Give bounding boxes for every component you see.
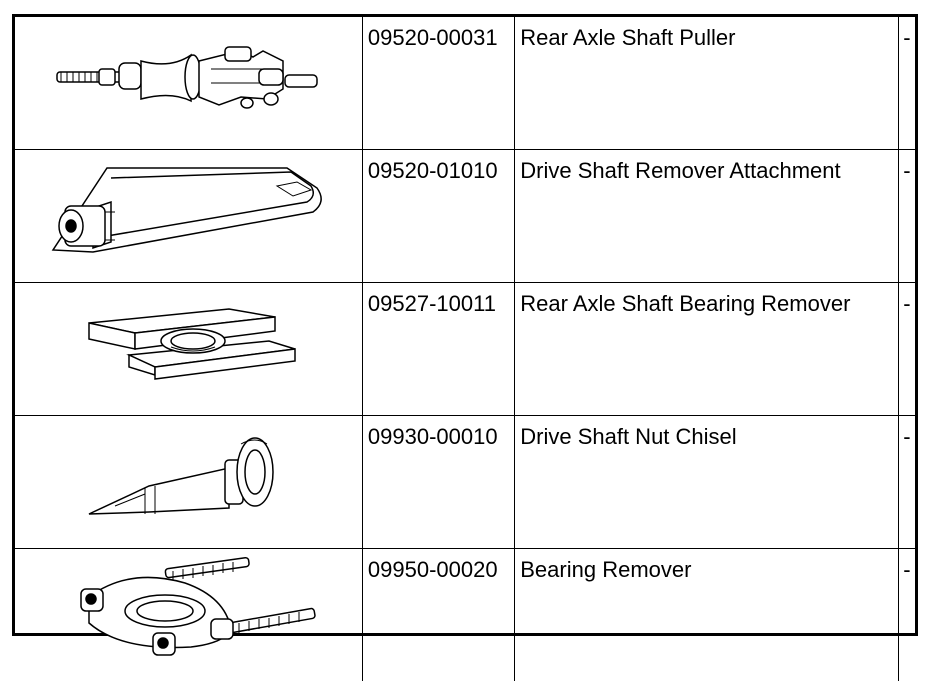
tool-illustration-cell: [15, 416, 362, 549]
table-row: [15, 416, 915, 549]
table-row: [15, 17, 915, 150]
tool-name-cell: Bearing Remover: [515, 549, 899, 681]
part-number-cell: 09930-00010: [362, 416, 514, 549]
part-number-cell: 09950-00020: [362, 549, 514, 681]
rear-axle-shaft-puller-illustration: [15, 17, 357, 141]
tool-illustration-cell: [15, 150, 362, 283]
table-row: [15, 283, 915, 416]
note-cell: -: [899, 150, 915, 283]
tool-illustration-cell: [15, 549, 362, 681]
special-tools-table: [15, 17, 915, 681]
tool-name-cell: Drive Shaft Remover Attachment: [515, 150, 899, 283]
note-cell: -: [899, 416, 915, 549]
drive-shaft-remover-attachment-illustration: [15, 150, 357, 274]
special-tools-table-frame: [12, 14, 918, 636]
part-number-cell: 09520-00031: [362, 17, 514, 150]
tool-name-cell: Drive Shaft Nut Chisel: [515, 416, 899, 549]
tool-illustration-cell: [15, 283, 362, 416]
part-number-cell: 09520-01010: [362, 150, 514, 283]
table-row: [15, 549, 915, 681]
note-cell: -: [899, 17, 915, 150]
note-cell: -: [899, 283, 915, 416]
tool-name-cell: Rear Axle Shaft Bearing Remover: [515, 283, 899, 416]
bearing-remover-illustration: [15, 549, 357, 673]
part-number-cell: 09527-10011: [362, 283, 514, 416]
note-cell: -: [899, 549, 915, 681]
table-row: [15, 150, 915, 283]
rear-axle-shaft-bearing-remover-illustration: [15, 283, 357, 407]
tool-illustration-cell: [15, 17, 362, 150]
drive-shaft-nut-chisel-illustration: [15, 416, 357, 540]
tool-name-cell: Rear Axle Shaft Puller: [515, 17, 899, 150]
